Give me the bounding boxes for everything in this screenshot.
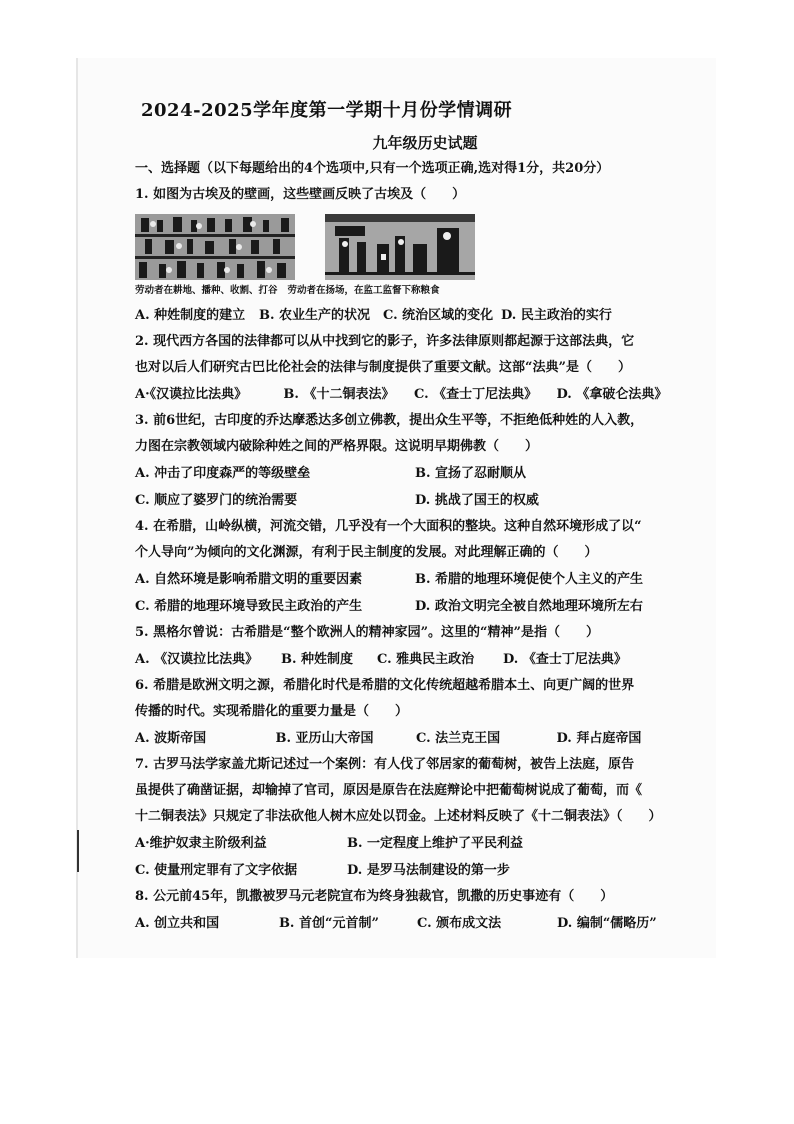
option-b: B. 希腊的地理环境促使个人主义的产生 — [415, 572, 644, 587]
question-stem: 4. 在希腊，山岭纵横，河流交错，几乎没有一个大面积的整块。这种自然环境形成了以“ — [135, 519, 642, 534]
question-stem: 8. 公元前45年，凯撒被罗马元老院宣布为终身独裁官，凯撒的历史事迹有（ ） — [135, 889, 614, 904]
question-stem: 1. 如图为古埃及的壁画，这些壁画反映了古埃及（ ） — [135, 187, 466, 202]
options — [135, 857, 695, 884]
options — [135, 593, 695, 620]
figure-captions — [135, 282, 695, 296]
section-heading: 一、选择题（以下每题给出的4个选项中,只有一个选项正确,选对得1分，共20分） — [135, 161, 610, 176]
option-c: C. 《查士丁尼法典》 — [414, 387, 538, 402]
question-1 — [135, 182, 695, 329]
question-stem: 6. 希腊是欧洲文明之源，希腊化时代是希腊的文化传统超越希腊本土、向更广阔的世界 — [135, 678, 635, 693]
option-b: B. 《十二铜表法》 — [283, 387, 395, 402]
question-stem: 2. 现代西方各国的法律都可以从中找到它的影子，许多法律原则都起源于这部法典，它 — [135, 334, 635, 349]
question-2 — [135, 329, 695, 408]
question-stem: 十二铜表法》只规定了非法砍他人树木应处以罚金。上述材料反映了《十二铜表法》（ ） — [135, 809, 662, 824]
option-a: A. 波斯帝国 — [135, 731, 207, 746]
margin-mark — [77, 830, 79, 872]
exam-title: 2024-2025学年度第一学期十月份学情调研 — [141, 100, 513, 121]
option-c: C. 雅典民主政治 — [377, 652, 475, 667]
option-d: D. 拜占庭帝国 — [556, 731, 642, 746]
sheet-edge — [76, 58, 78, 958]
question-stem: 虽提供了确凿证据，却输掉了官司，原因是原告在法庭辩论中把葡萄树说成了葡萄，而《 — [135, 783, 643, 798]
option-b: B. 宣扬了忍耐顺从 — [415, 466, 527, 481]
option-c: C. 希腊的地理环境导致民主政治的产生 — [135, 599, 363, 614]
option-b: B. 亚历山大帝国 — [275, 731, 374, 746]
option-d: D. 《拿破仑法典》 — [556, 387, 668, 402]
question-stem: 7. 古罗马法学家盖尤斯记述过一个案例：有人伐了邻居家的葡萄树，被告上法庭，原告 — [135, 757, 635, 772]
options — [135, 566, 695, 593]
question-stem: 传播的时代。实现希腊化的重要力量是（ ） — [135, 704, 409, 719]
option-c: C. 统治区域的变化 — [383, 308, 494, 323]
question-stem: 也对以后人们研究古巴比伦社会的法律与制度提供了重要文献。这部“法典”是（ ） — [135, 360, 631, 375]
option-b: B. 首创“元首制” — [278, 916, 379, 931]
options — [135, 830, 695, 857]
question-7 — [135, 752, 695, 884]
question-stem: 3. 前6世纪，古印度的乔达摩悉达多创立佛教，提出众生平等，不拒绝低种姓的人入教， — [135, 413, 644, 428]
option-a: A. 种姓制度的建立 — [135, 308, 246, 323]
option-b: B. 一定程度上维护了平民利益 — [347, 836, 524, 851]
option-c: C. 法兰克王国 — [416, 731, 501, 746]
option-d: D. 是罗马法制建设的第一步 — [347, 863, 510, 878]
mural-image-left — [135, 214, 295, 280]
caption-left: 劳动者在耕地、播种、收割、打谷 — [135, 285, 278, 296]
options — [135, 302, 695, 329]
option-a: A·维护奴隶主阶级利益 — [135, 836, 267, 851]
option-d: D. 挑战了国王的权威 — [415, 493, 539, 508]
option-a: A. 创立共和国 — [135, 916, 220, 931]
mural-figures — [135, 214, 695, 280]
question-3 — [135, 408, 695, 514]
exam-subtitle: 九年级历史试题 — [372, 134, 478, 152]
option-a: A. 自然环境是影响希腊文明的重要因素 — [135, 572, 363, 587]
options — [135, 381, 695, 408]
caption-right: 劳动者在扬场，在监工监督下称粮食 — [287, 285, 440, 296]
question-4 — [135, 514, 695, 620]
option-d: D. 民主政治的实行 — [501, 308, 612, 323]
question-stem: 力图在宗教领域内破除种姓之间的严格界限。这说明早期佛教（ ） — [135, 439, 539, 454]
option-c: C. 使量刑定罪有了文字依据 — [135, 863, 298, 878]
question-5 — [135, 620, 695, 673]
option-d: D. 《查士丁尼法典》 — [503, 652, 627, 667]
exam-content — [135, 96, 695, 937]
options — [135, 487, 695, 514]
question-stem: 5. 黑格尔曾说：古希腊是“整个欧洲人的精神家园”。这里的“精神”是指（ ） — [135, 625, 600, 640]
option-b: B. 种姓制度 — [281, 652, 354, 667]
question-6 — [135, 673, 695, 752]
question-stem: 个人导向”为倾向的文化渊源，有利于民主制度的发展。对此理解正确的（ ） — [135, 545, 598, 560]
options — [135, 725, 695, 752]
options — [135, 910, 695, 937]
question-8 — [135, 884, 695, 937]
option-c: C. 顺应了婆罗门的统治需要 — [135, 493, 298, 508]
options — [135, 460, 695, 487]
option-a: A. 《汉谟拉比法典》 — [135, 652, 259, 667]
option-d: D. 政治文明完全被自然地理环境所左右 — [415, 599, 643, 614]
option-b: B. 农业生产的状况 — [259, 308, 371, 323]
option-c: C. 颁布成文法 — [416, 916, 502, 931]
mural-image-right — [325, 214, 475, 280]
option-a: A. 冲击了印度森严的等级壁垒 — [135, 466, 311, 481]
options — [135, 646, 695, 673]
option-d: D. 编制“儒略历” — [556, 916, 657, 931]
option-a: A·《汉谟拉比法典》 — [135, 387, 248, 402]
